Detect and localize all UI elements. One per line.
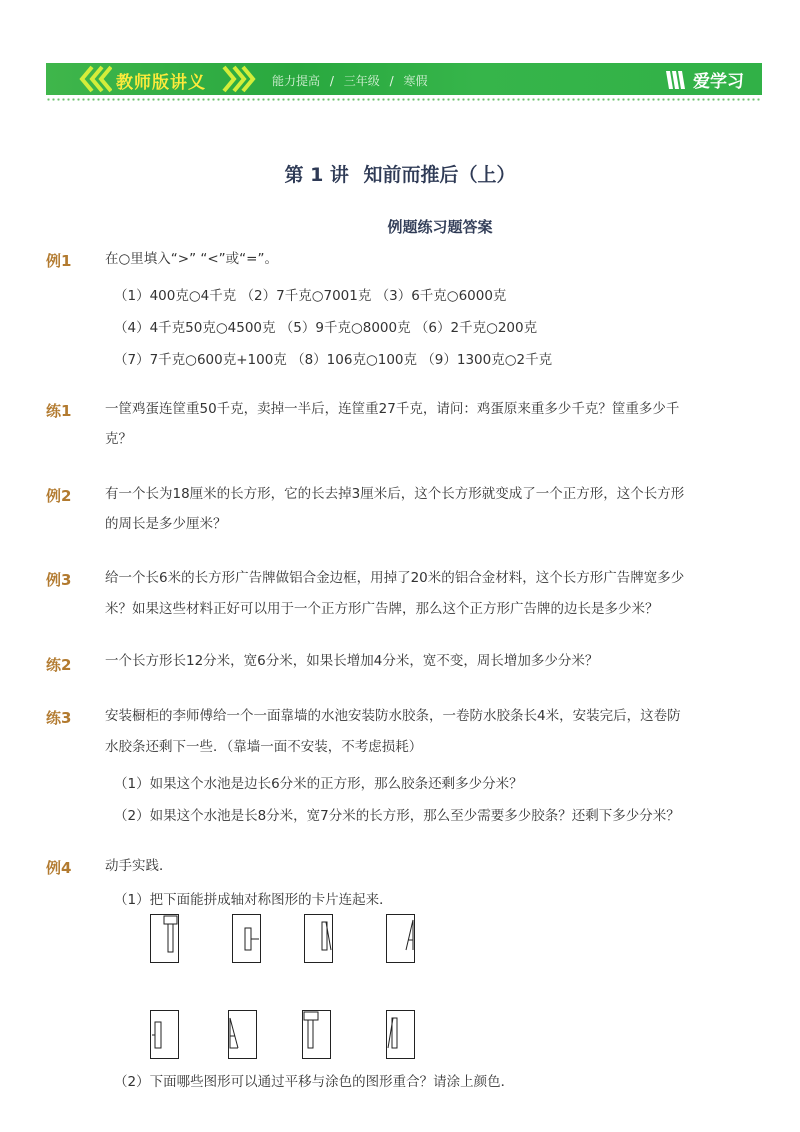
card-bar-left[interactable]: [150, 1010, 180, 1060]
problem-label: 练1: [46, 402, 72, 420]
problem-label: 例3: [46, 571, 72, 589]
problem-text: 一筐鸡蛋连筐重50千克，卖掉一半后，连筐重27千克，请问：鸡蛋原来重多少千克？筐重多少千: [105, 401, 680, 417]
problem-item: （2）下面哪些图形可以通过平移与涂色的图形重合？请涂上颜色．: [114, 1074, 515, 1090]
problem-item: （1）400克○4千克 （2）7千克○7001克 （3）6千克○6000克: [114, 288, 507, 304]
problem-item: （4）4千克50克○4500克 （5）9千克○8000克 （6）2千克○200克: [114, 320, 538, 336]
logo-stripes-icon: [664, 67, 688, 91]
problem-label: 例1: [46, 252, 72, 270]
problem-label: 练3: [46, 709, 72, 727]
crumb-separator: /: [329, 74, 334, 88]
problem-item: （1）把下面能拼成轴对称图形的卡片连起来．: [114, 892, 393, 908]
crumb-term: 寒假: [403, 74, 428, 88]
lesson-title: [0, 160, 800, 187]
lesson-name: 知前而推后（上）: [363, 164, 516, 186]
problem-text: 水胶条还剩下一些．（靠墙一面不安装，不考虑损耗）: [105, 739, 423, 755]
problem-item: （7）7千克○600克+100克 （8）106克○100克 （9）1300克○2千克: [114, 352, 553, 368]
problem-item: （2）如果这个水池是长8分米，宽7分米的长方形，那么至少需要多少胶条？还剩下多少分米？: [114, 808, 680, 824]
card-n-shape[interactable]: [304, 914, 334, 964]
header-dotted-divider: [46, 98, 762, 101]
problem-item: （1）如果这个水池是边长6分米的正方形，那么胶条还剩多少分米？: [114, 776, 523, 792]
problem-text: 动手实践．: [105, 858, 173, 874]
card-t-shape[interactable]: [150, 914, 180, 964]
problem-text: 一个长方形长12分米，宽6分米，如果长增加4分米，宽不变，周长增加多少分米？: [105, 653, 599, 669]
problem-text: 给一个长6米的长方形广告牌做铝合金边框，用掉了20米的铝合金材料，这个长方形广告牌宽多少: [105, 570, 685, 586]
crumb-ability: 能力提高: [272, 74, 321, 88]
card-a-left[interactable]: [228, 1010, 258, 1060]
problem-text: 克？: [105, 431, 132, 447]
problem-text: 在○里填入“>” “<”或“=”。: [105, 251, 278, 267]
lesson-number: 第 1 讲: [284, 164, 349, 186]
crumb-grade: 三年级: [343, 74, 380, 88]
card-bar-shape[interactable]: [232, 914, 262, 964]
breadcrumb: [272, 72, 433, 89]
card-n-left[interactable]: [386, 1010, 416, 1060]
problem-label: 例2: [46, 487, 72, 505]
banner-title: 教师版讲义: [116, 73, 206, 93]
problem-text: 安装橱柜的李师傅给一个一面靠墙的水池安装防水胶条，一卷防水胶条长4米，安装完后，这卷防: [105, 708, 681, 724]
left-chevrons-icon: [78, 65, 112, 93]
problem-label: 例4: [46, 859, 72, 877]
crumb-separator: /: [389, 74, 394, 88]
card-t-left[interactable]: [302, 1010, 332, 1060]
brand-logo: [664, 65, 744, 93]
card-a-shape[interactable]: [386, 914, 416, 964]
problem-text: 米？如果这些材料正好可以用于一个正方形广告牌，那么这个正方形广告牌的边长是多少米？: [105, 601, 659, 617]
problem-text: 的周长是多少厘米？: [105, 516, 227, 532]
section-subtitle: 例题练习题答案: [387, 218, 493, 236]
problem-label: 练2: [46, 656, 72, 674]
right-chevrons-icon: [222, 65, 256, 93]
logo-text: 爱学习: [693, 71, 744, 92]
problem-text: 有一个长为18厘米的长方形，它的长去掉3厘米后，这个长方形就变成了一个正方形，这个长方形: [105, 486, 685, 502]
